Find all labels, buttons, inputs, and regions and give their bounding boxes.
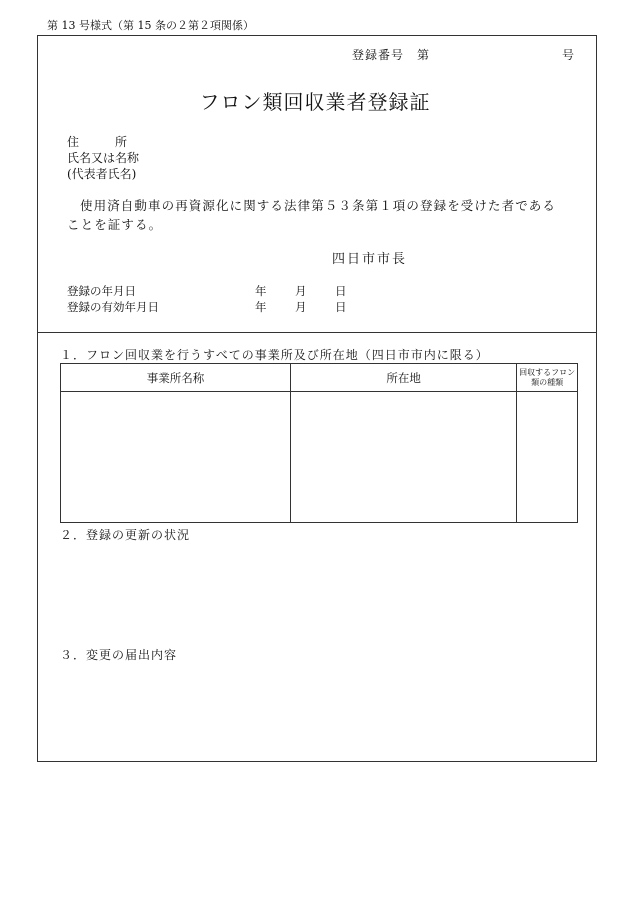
certificate-title: フロン類回収業者登録証 — [199, 90, 431, 114]
representative-label: (代表者氏名) — [67, 167, 137, 181]
office-name-cell — [61, 392, 291, 523]
section-divider — [37, 332, 597, 333]
valid-date-month: 月 — [295, 300, 307, 314]
valid-date-year: 年 — [255, 300, 267, 314]
location-cell — [291, 392, 517, 523]
registration-date-label: 登録の年月日 — [67, 284, 136, 298]
fluorocarbon-type-cell — [517, 392, 578, 523]
registration-date-day: 日 — [335, 284, 347, 298]
address-label: 住 所 — [67, 135, 128, 149]
certification-text: 使用済自動車の再資源化に関する法律第５３条第１項の登録を受けた者であることを証する。 — [67, 198, 557, 232]
valid-date-day: 日 — [335, 300, 347, 314]
column-office-name: 事業所名称 — [61, 364, 291, 392]
registration-date-month: 月 — [295, 284, 307, 298]
section1-heading: １．フロン回収業を行うすべての事業所及び所在地（四日市市内に限る） — [60, 348, 489, 362]
valid-date-label: 登録の有効年月日 — [67, 300, 159, 314]
section3-heading: ３．変更の届出内容 — [60, 648, 178, 662]
registration-number-label: 登録番号 第 — [352, 48, 431, 62]
table-row — [61, 392, 578, 523]
section2-heading: ２．登録の更新の状況 — [60, 528, 191, 542]
office-table-header-row — [61, 364, 578, 392]
registration-date-year: 年 — [255, 284, 267, 298]
form-number-label: 第 13 号様式（第 15 条の２第２項関係） — [47, 19, 254, 32]
column-fluorocarbon-type: 回収するフロン類の種類 — [517, 364, 578, 392]
issuer-name: 四日市市長 — [332, 252, 408, 267]
office-table — [60, 363, 578, 523]
registration-number-suffix: 号 — [562, 48, 575, 62]
name-label: 氏名又は名称 — [67, 151, 140, 165]
column-location: 所在地 — [291, 364, 517, 392]
